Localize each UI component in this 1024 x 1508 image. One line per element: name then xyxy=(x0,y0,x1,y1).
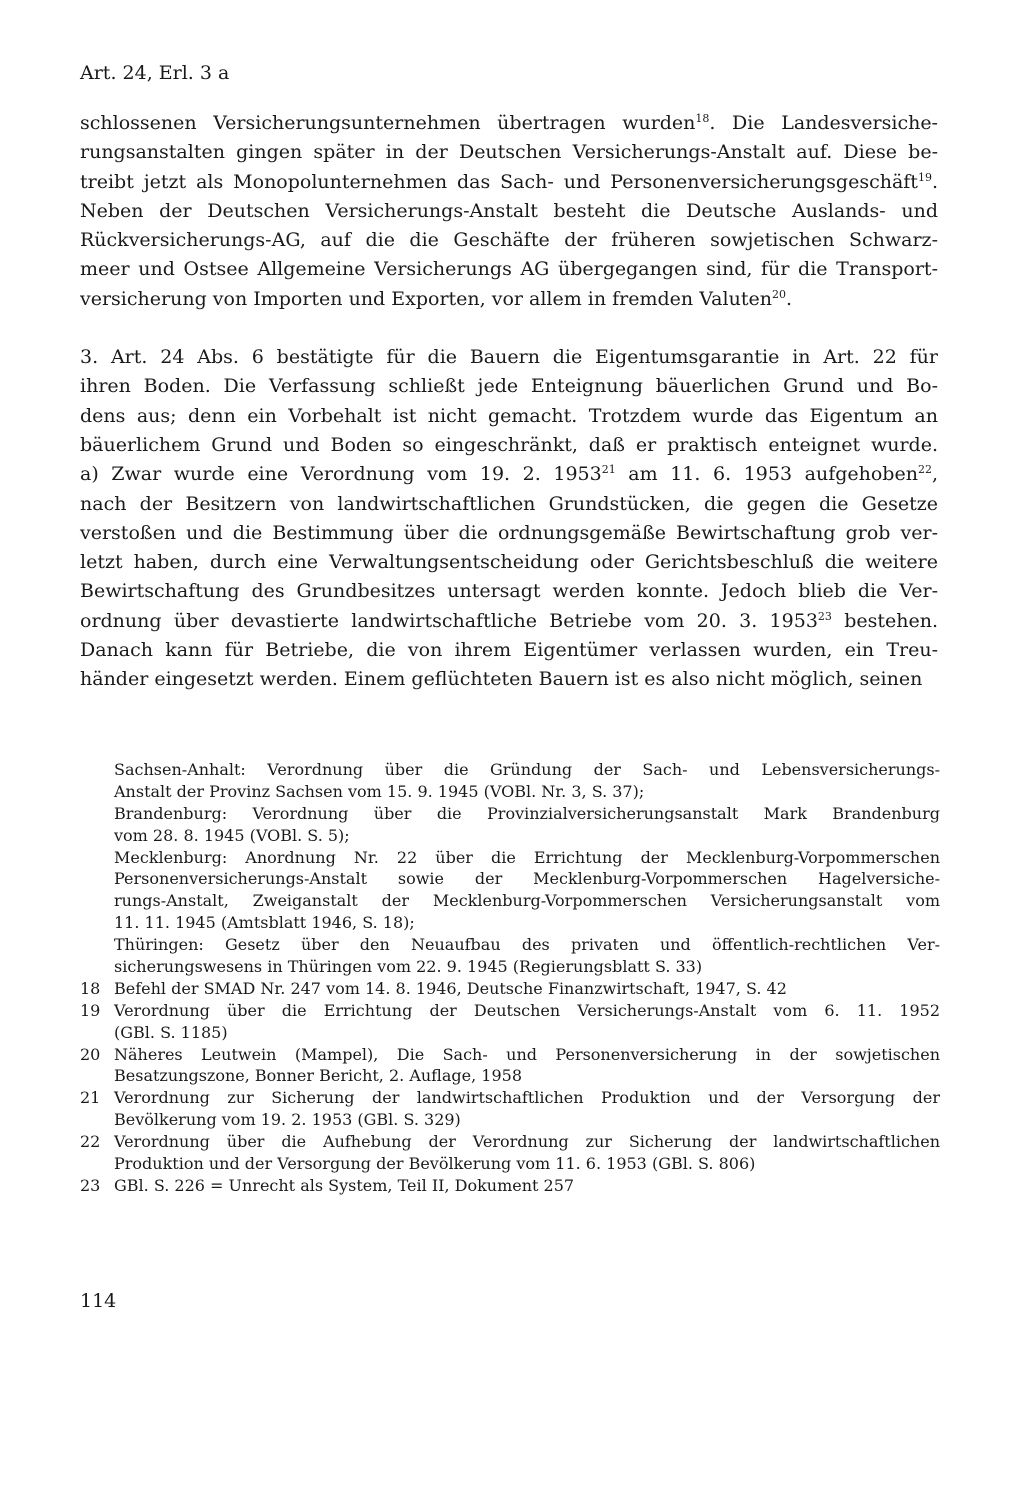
footnote-number: 23 xyxy=(80,1175,101,1195)
footnote-number: 18 xyxy=(80,978,101,998)
footnote-text: Befehl der SMAD Nr. 247 vom 14. 8. 1946, Deutsche Finanzwirtschaft, 1947, S. 42 xyxy=(114,978,787,998)
footnote-line: Anstalt der Provinz Sachsen vom 15. 9. 1945 (VOBl. Nr. 3, S. 37); xyxy=(114,781,645,801)
footnote-row xyxy=(80,1131,940,1153)
text-line xyxy=(80,226,938,255)
footnote-row xyxy=(80,1087,940,1109)
text-line xyxy=(80,402,938,431)
footnote-row xyxy=(80,978,940,1000)
text-line xyxy=(80,285,938,314)
line-text: treibt jetzt als Monopolunternehmen das Sach- und Personenversicherungsgeschäft xyxy=(80,170,918,193)
line-text: schlossenen Versicherungsunternehmen übertragen wurden xyxy=(80,112,696,134)
text-line xyxy=(80,548,938,577)
footnote-number xyxy=(80,1153,114,1175)
footnote-ref: 23 xyxy=(817,609,832,623)
line-text: 3. Art. 24 Abs. 6 bestätigte für die Bauern die Eigentumsgarantie in Art. 22 für xyxy=(80,346,938,369)
footnote-text: Verordnung zur Sicherung der landwirtschaftlichen Produktion und der Versorgung der xyxy=(114,1088,940,1108)
footnote-row xyxy=(80,1044,940,1066)
text-line xyxy=(80,490,938,519)
text-line xyxy=(80,577,938,606)
footnote-text: Verordnung über die Errichtung der Deutschen Versicherungs-Anstalt vom 6. 11. 1952 xyxy=(114,1000,940,1020)
line-text: ordnung über devastierte landwirtschaftliche Betriebe vom 20. 3. 1953 xyxy=(80,609,818,632)
text-line xyxy=(80,431,938,460)
line-text: ihren Boden. Die Verfassung schließt jede Enteignung bäuerlichen Grund und Bo- xyxy=(80,375,938,398)
footnote-row xyxy=(80,1153,940,1175)
footnote-number: 22 xyxy=(80,1132,101,1152)
footnote-text: Verordnung über die Aufhebung der Verordnung zur Sicherung der landwirtschaftlichen xyxy=(114,1132,940,1152)
line-text: versicherung von Importen und Exporten, vor allem in fremden Valuten xyxy=(80,287,772,310)
line-text: Neben der Deutschen Versicherungs-Anstalt besteht die Deutsche Auslands- und xyxy=(80,199,938,222)
page-number: 114 xyxy=(80,1290,117,1312)
footnote-ref: 22 xyxy=(917,463,932,477)
footnote-ref: 20 xyxy=(771,287,786,301)
footnote-line: sicherungswesens in Thüringen vom 22. 9. 1945 (Regierungsblatt S. 33) xyxy=(114,957,703,977)
text-line xyxy=(80,460,938,489)
footnote-number: 19 xyxy=(80,1000,101,1020)
footnote-number: 20 xyxy=(80,1044,101,1064)
footnote-row xyxy=(80,1022,940,1044)
footnote-row xyxy=(80,1175,940,1197)
paragraph-gap xyxy=(80,314,938,343)
body-text xyxy=(80,109,938,695)
line-text: nach der Besitzern von landwirtschaftlichen Grundstücken, die gegen die Gesetze xyxy=(80,492,938,515)
footnote-ref: 21 xyxy=(601,463,616,477)
footnote-row xyxy=(80,1000,940,1022)
footnote-line: Personenversicherungs-Anstalt sowie der Mecklenburg-Vorpommerschen Hagelversiche- xyxy=(114,869,940,889)
line-text: a) Zwar wurde eine Verordnung vom 19. 2. 1953 xyxy=(80,463,602,486)
footnote-ref: 18 xyxy=(695,112,710,125)
footnote-line: Mecklenburg: Anordnung Nr. 22 über die Errichtung der Mecklenburg-Vorpommerschen xyxy=(114,847,940,867)
line-text: Bewirtschaftung des Grundbesitzes untersagt werden konnte. Jedoch blieb die Ver- xyxy=(80,580,938,603)
footnote-text: Bevölkerung vom 19. 2. 1953 (GBl. S. 329) xyxy=(114,1110,461,1130)
footnote-line: rungs-Anstalt, Zweiganstalt der Mecklenburg-Vorpommerschen Versicherungsanstalt vom xyxy=(114,891,940,911)
footnote-text: GBl. S. 226 = Unrecht als System, Teil II, Dokument 257 xyxy=(114,1175,575,1195)
line-text: meer und Ostsee Allgemeine Versicherungs AG übergegangen sind, für die Transport- xyxy=(80,258,938,281)
footnote-text: Näheres Leutwein (Mampel), Die Sach- und Personenversicherung in der sowjetischen xyxy=(114,1044,940,1064)
footnote-line: Thüringen: Gesetz über den Neuaufbau des privaten und öffentlich-rechtlichen Ver- xyxy=(114,935,940,955)
text-line xyxy=(80,519,938,548)
line-text: bestehen. xyxy=(831,609,938,632)
text-line xyxy=(80,109,938,138)
footnote-row xyxy=(80,1065,940,1087)
running-header: Art. 24, Erl. 3 a xyxy=(80,62,230,84)
footnote-number: 21 xyxy=(80,1088,101,1108)
text-line xyxy=(80,197,938,226)
footnote-ref: 19 xyxy=(917,170,932,184)
text-line xyxy=(80,168,938,197)
line-text: , xyxy=(931,463,938,486)
footnote-number xyxy=(80,1022,114,1044)
footnote-line: Brandenburg: Verordnung über die Provinzialversicherungsanstalt Mark Brandenburg xyxy=(114,803,940,823)
line-text: letzt haben, durch eine Verwaltungsentscheidung oder Gerichtsbeschluß die weitere xyxy=(80,551,938,574)
line-text: verstoßen und die Bestimmung über die ordnungsgemäße Bewirtschaftung grob ver- xyxy=(80,521,938,544)
line-text: Danach kann für Betriebe, die von ihrem Eigentümer verlassen wurden, ein Treu- xyxy=(80,639,938,662)
line-text: Rückversicherungs-AG, auf die die Geschäfte der früheren sowjetischen Schwarz- xyxy=(80,229,938,252)
footnote-number xyxy=(80,1109,114,1131)
footnote-continuation xyxy=(80,759,940,978)
line-text: . xyxy=(931,170,938,193)
footnote-line: Sachsen-Anhalt: Verordnung über die Gründung der Sach- und Lebensversicherungs- xyxy=(114,760,940,779)
paragraph-1 xyxy=(80,109,938,314)
text-line xyxy=(80,138,938,167)
line-text: rungsanstalten gingen später in der Deutschen Versicherungs-Anstalt auf. Diese be- xyxy=(80,141,938,164)
footnotes-section xyxy=(80,759,940,1197)
line-text: . xyxy=(785,287,792,310)
text-line xyxy=(80,255,938,284)
text-line xyxy=(80,607,938,636)
footnote-text: (GBl. S. 1185) xyxy=(114,1022,228,1042)
footnote-line: 11. 11. 1945 (Amtsblatt 1946, S. 18); xyxy=(114,913,415,933)
line-text: bäuerlichem Grund und Boden so eingeschränkt, daß er praktisch enteignet wurde. xyxy=(80,433,938,456)
text-line xyxy=(80,665,938,694)
footnote-row xyxy=(80,1109,940,1131)
line-text: . Die Landesversiche- xyxy=(709,112,938,134)
footnote-number xyxy=(80,1065,114,1087)
text-line xyxy=(80,636,938,665)
footnote-text: Besatzungszone, Bonner Bericht, 2. Auflage, 1958 xyxy=(114,1066,522,1086)
text-line xyxy=(80,372,938,401)
paragraph-2 xyxy=(80,343,938,695)
footnote-list xyxy=(80,978,940,1197)
line-text: am 11. 6. 1953 aufgehoben xyxy=(615,463,918,486)
line-text: händer eingesetzt werden. Einem geflüchteten Bauern ist es also nicht möglich, seinen xyxy=(80,668,923,691)
footnote-text: Produktion und der Versorgung der Bevölkerung vom 11. 6. 1953 (GBl. S. 806) xyxy=(114,1154,756,1174)
footnote-line: vom 28. 8. 1945 (VOBl. S. 5); xyxy=(114,825,350,845)
text-line xyxy=(80,343,938,372)
line-text: dens aus; denn ein Vorbehalt ist nicht gemacht. Trotzdem wurde das Eigentum an xyxy=(80,404,938,427)
